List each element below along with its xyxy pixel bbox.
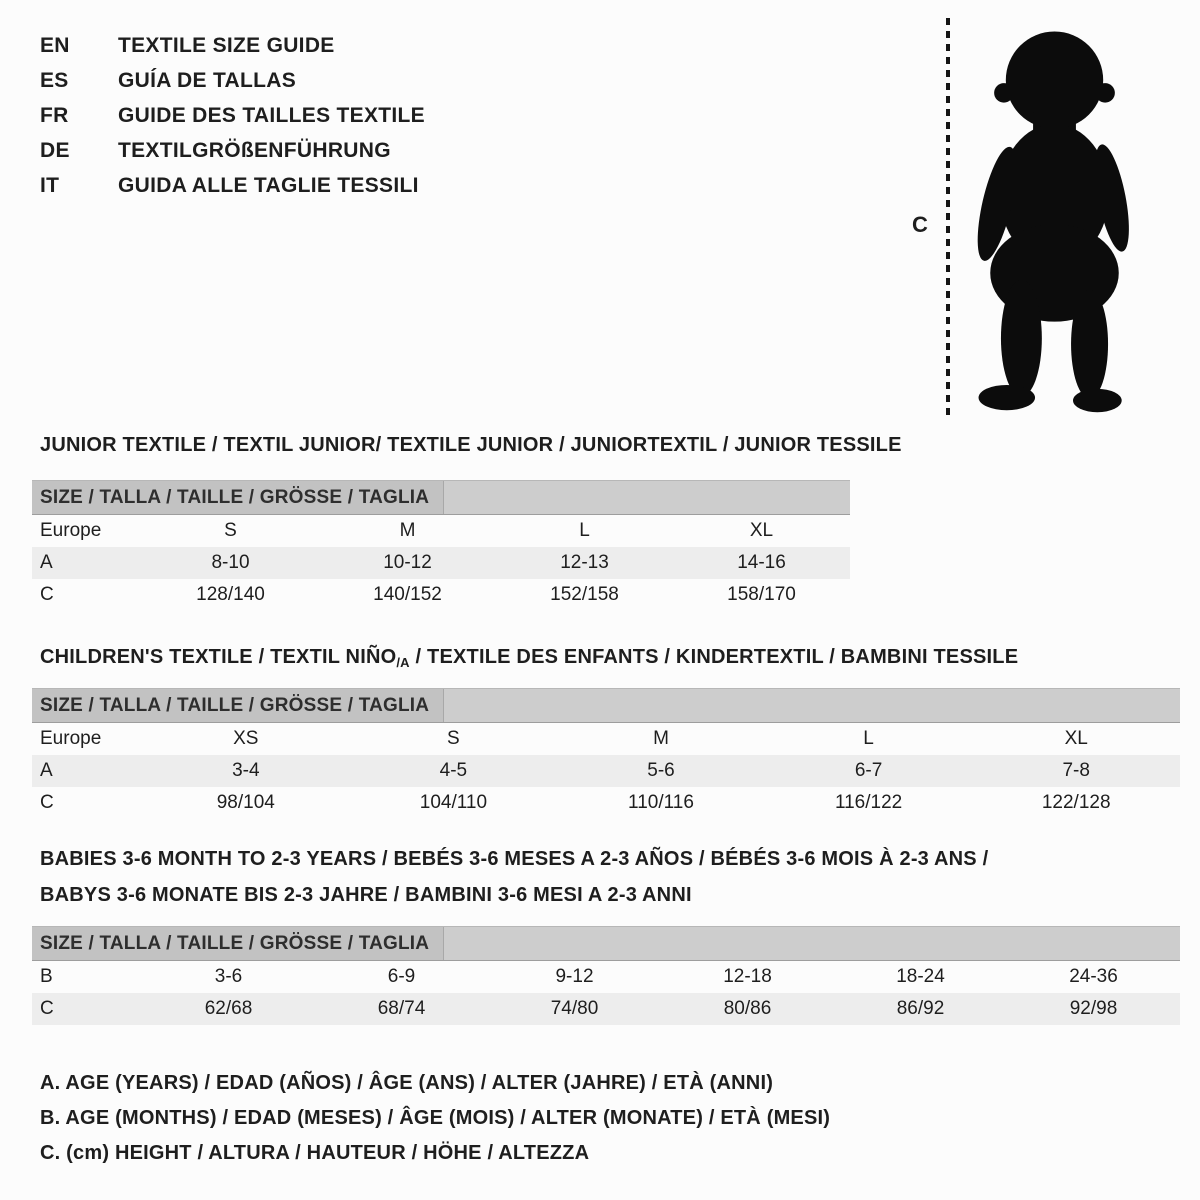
row-label: C [40,998,54,1019]
age-cell: 3-4 [232,760,260,781]
months-cell: 3-6 [214,966,243,987]
height-measure-figure [908,14,1193,426]
language-title: TEXTILGRÖßENFÜHRUNG [118,138,391,162]
table-row-age [32,755,1180,787]
children-title-prefix: CHILDREN'S TEXTILE / TEXTIL NIÑO [40,646,397,668]
size-header-label: SIZE / TALLA / TAILLE / GRÖSSE / TAGLIA [32,927,444,960]
size-cell: M [399,520,416,541]
age-cell: 12-13 [560,552,609,573]
measure-legend [40,1066,830,1171]
toddler-silhouette-icon [962,14,1147,419]
row-label: B [40,966,53,987]
height-cell: 68/74 [377,998,426,1019]
months-cell: 18-24 [896,966,945,987]
height-measure-label: C [912,212,928,237]
height-cell: 86/92 [896,998,945,1019]
junior-section-title: JUNIOR TEXTILE / TEXTIL JUNIOR/ TEXTILE JUNIOR / JUNIORTEXTIL / JUNIOR TESSILE [40,434,902,456]
height-cell: 122/128 [1041,792,1111,813]
age-cell: 6-7 [854,760,883,781]
size-header-label: SIZE / TALLA / TAILLE / GRÖSSE / TAGLIA [32,481,444,514]
language-code: ES [40,68,69,92]
legend-line-c: C. (cm) HEIGHT / ALTURA / HAUTEUR / HÖHE / ALTEZZA [40,1142,590,1164]
size-cell: M [653,728,669,749]
babies-section-title-line2: BABYS 3-6 MONATE BIS 2-3 JAHRE / BAMBINI 3-6 MESI A 2-3 ANNI [40,884,692,906]
size-cell: S [447,728,460,749]
age-cell: 5-6 [647,760,675,781]
language-code: DE [40,138,70,162]
age-cell: 7-8 [1062,760,1090,781]
language-row-de [40,133,425,168]
height-cell: 158/170 [727,584,796,605]
babies-section-title-line1: BABIES 3-6 MONTH TO 2-3 YEARS / BEBÉS 3-6 MESES A 2-3 AÑOS / BÉBÉS 3-6 MOIS À 2-3 ANS / [40,848,989,870]
size-cell: S [224,520,237,541]
row-label: A [40,552,53,573]
months-cell: 12-18 [723,966,772,987]
height-cell: 104/110 [419,792,488,813]
size-cell: L [579,520,590,541]
table-row-age [32,547,850,579]
size-cell: XS [233,728,259,749]
table-row-height [32,579,850,611]
height-cell: 128/140 [196,584,265,605]
table-row-europe [32,723,1180,755]
height-measure-dashed-line [944,16,952,420]
height-cell: 116/122 [834,792,903,813]
legend-line-a: A. AGE (YEARS) / EDAD (AÑOS) / ÂGE (ANS) / ALTER (JAHRE) / ETÀ (ANNI) [40,1072,774,1094]
age-cell: 10-12 [383,552,432,573]
children-title-subscript: /A [396,655,410,670]
size-cell: XL [1064,728,1088,749]
months-cell: 9-12 [555,966,594,987]
height-cell: 62/68 [204,998,253,1019]
height-cell: 74/80 [550,998,599,1019]
babies-size-table [32,926,1180,1025]
table-row-months [32,961,1180,993]
age-cell: 8-10 [211,552,250,573]
row-label: A [40,760,53,781]
size-header-label: SIZE / TALLA / TAILLE / GRÖSSE / TAGLIA [32,689,444,722]
row-label: Europe [40,728,102,749]
months-cell: 6-9 [387,966,416,987]
age-cell: 14-16 [737,552,786,573]
size-header-band [32,926,1180,961]
table-row-height [32,787,1180,819]
age-cell: 4-5 [439,760,468,781]
language-title-list [40,28,425,203]
language-code: EN [40,33,70,57]
language-title: GUIDE DES TAILLES TEXTILE [118,103,425,127]
height-cell: 92/98 [1069,998,1118,1019]
height-cell: 140/152 [373,584,442,605]
size-header-band [32,688,1180,723]
row-label: C [40,584,54,605]
height-cell: 80/86 [723,998,772,1019]
language-title: TEXTILE SIZE GUIDE [118,33,335,57]
size-cell: XL [749,520,774,541]
children-title-suffix: / TEXTILE DES ENFANTS / KINDERTEXTIL / BAMBINI TESSILE [409,646,1019,668]
language-code: IT [40,173,60,197]
children-size-table [32,688,1180,819]
table-row-height [32,993,1180,1025]
language-title: GUÍA DE TALLAS [118,68,297,92]
size-header-band [32,480,850,515]
table-row-europe [32,515,850,547]
language-row-es [40,63,425,98]
legend-line-b: B. AGE (MONTHS) / EDAD (MESES) / ÂGE (MOIS) / ALTER (MONATE) / ETÀ (MESI) [40,1107,831,1129]
language-row-it [40,168,425,203]
row-label: C [40,792,54,813]
children-section-title [40,646,1018,670]
row-label: Europe [40,520,102,541]
language-title: GUIDA ALLE TAGLIE TESSILI [118,173,419,197]
size-cell: L [863,728,874,749]
height-cell: 152/158 [550,584,619,605]
height-cell: 98/104 [216,792,275,813]
junior-size-table [32,480,850,611]
height-cell: 110/116 [628,792,694,813]
language-code: FR [40,103,69,127]
language-row-en [40,28,425,63]
months-cell: 24-36 [1069,966,1118,987]
language-row-fr [40,98,425,133]
